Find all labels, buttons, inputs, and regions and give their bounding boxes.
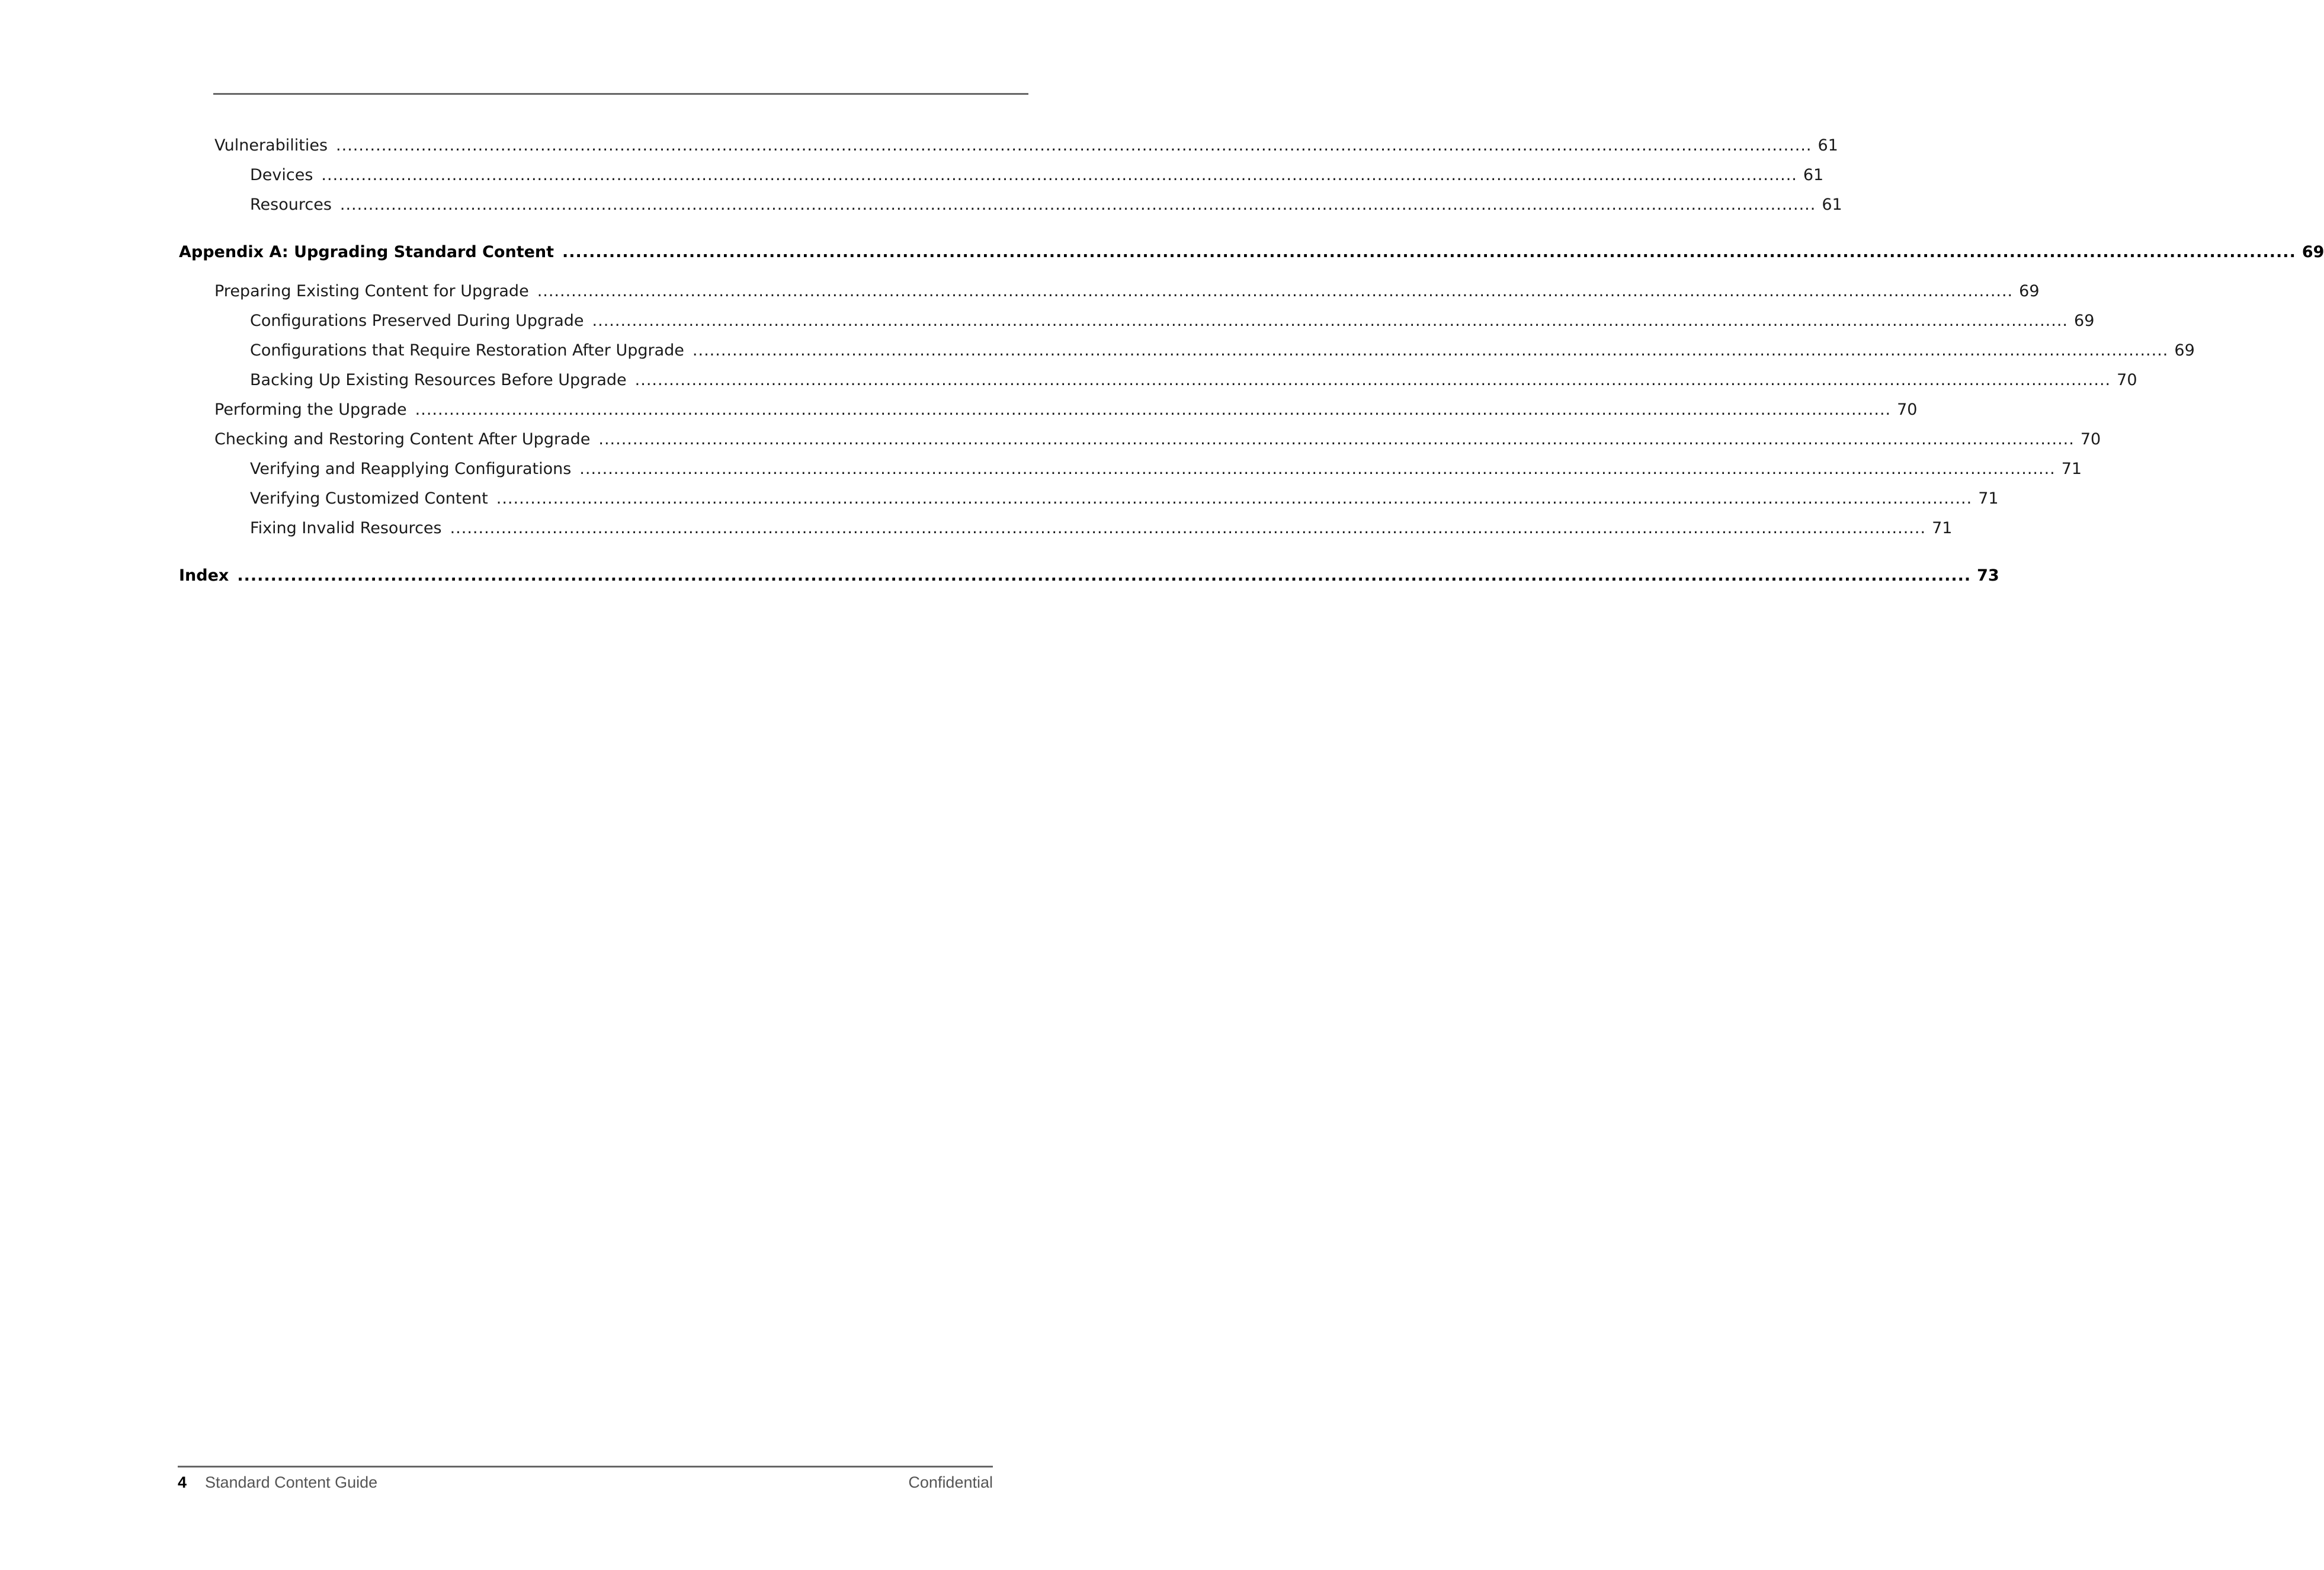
toc-entry-page: 69 [2174, 341, 2195, 360]
toc-entry-title: Vulnerabilities [214, 136, 328, 155]
toc-entry-page: 71 [2061, 460, 2082, 478]
toc-entry-backing-up-resources[interactable] [250, 370, 2137, 391]
toc-entry-page: 61 [1822, 196, 1842, 214]
dot-leader: .................................................................................................................................................................................................................................................................... [450, 519, 1926, 537]
toc-entry-performing-upgrade[interactable] [214, 399, 1918, 421]
toc-entry-page: 69 [2074, 312, 2095, 330]
dot-leader: .................................................................................................................................................................................................................................................................... [537, 282, 2014, 300]
toc-entry-page: 70 [1897, 400, 1918, 419]
toc-entry-checking-restoring-content[interactable] [214, 429, 2101, 450]
toc-entry-fixing-invalid-resources[interactable] [250, 518, 1953, 539]
toc-entry-verifying-customized-content[interactable] [250, 488, 1999, 510]
toc-entry-page: 61 [1803, 166, 1824, 184]
table-of-contents [0, 0, 2324, 652]
toc-entry-configurations-require-restoration[interactable] [250, 340, 2195, 361]
toc-entry-title: Configurations that Require Restoration After Upgrade [250, 341, 684, 360]
toc-entry-page: 71 [1978, 489, 1999, 508]
dot-leader: .................................................................................................................................................................................................................................................................... [598, 430, 2075, 448]
dot-leader: .................................................................................................................................................................................................................................................................... [336, 136, 1812, 155]
toc-entry-title: Index [179, 566, 229, 585]
dot-leader: .................................................................................................................................................................................................................................................................... [592, 312, 2069, 330]
dot-leader: .................................................................................................................................................................................................................................................................... [496, 489, 1973, 508]
toc-entry-title: Configurations Preserved During Upgrade [250, 312, 584, 330]
footer-rule [178, 1466, 993, 1468]
toc-entry-title: Backing Up Existing Resources Before Upgrade [250, 371, 627, 389]
toc-entry-preparing-existing-content[interactable] [214, 281, 2040, 302]
toc-entry-page: 69 [2019, 282, 2040, 300]
toc-entry-vulnerabilities[interactable] [214, 135, 1838, 156]
toc-entry-title: Resources [250, 196, 332, 214]
classification-label: Confidential [908, 1473, 993, 1491]
toc-entry-page: 70 [2117, 371, 2137, 389]
toc-entry-title: Performing the Upgrade [214, 400, 407, 419]
page-number: 4 [178, 1473, 187, 1491]
toc-entry-verifying-reapplying-configurations[interactable] [250, 459, 2082, 480]
toc-entry-title: Verifying Customized Content [250, 489, 488, 508]
toc-entry-page: 70 [2080, 430, 2101, 448]
toc-entry-page: 73 [1977, 566, 1999, 585]
toc-entry-configurations-preserved[interactable] [250, 310, 2095, 332]
toc-entry-appendix-a[interactable] [179, 242, 2324, 263]
toc-entry-devices[interactable] [250, 165, 1824, 186]
dot-leader: .................................................................................................................................................................................................................................................................... [562, 243, 2296, 261]
toc-entry-resources[interactable] [250, 194, 1842, 216]
dot-leader: .................................................................................................................................................................................................................................................................... [415, 400, 1892, 419]
toc-entry-index[interactable] [179, 565, 1999, 587]
toc-entry-title: Preparing Existing Content for Upgrade [214, 282, 529, 300]
dot-leader: .................................................................................................................................................................................................................................................................... [237, 566, 1972, 585]
toc-entry-page: 71 [1932, 519, 1953, 537]
dot-leader: .................................................................................................................................................................................................................................................................... [339, 196, 1816, 214]
toc-entry-title: Appendix A: Upgrading Standard Content [179, 243, 554, 261]
toc-entry-title: Verifying and Reapplying Configurations [250, 460, 572, 478]
page-footer [178, 1472, 993, 1495]
dot-leader: .................................................................................................................................................................................................................................................................... [634, 371, 2111, 389]
dot-leader: .................................................................................................................................................................................................................................................................... [692, 341, 2169, 360]
dot-leader: .................................................................................................................................................................................................................................................................... [579, 460, 2056, 478]
dot-leader: .................................................................................................................................................................................................................................................................... [321, 166, 1797, 184]
toc-entry-title: Fixing Invalid Resources [250, 519, 442, 537]
toc-entry-page: 69 [2301, 243, 2324, 261]
toc-entry-page: 61 [1817, 136, 1838, 155]
toc-entry-title: Devices [250, 166, 313, 184]
toc-entry-title: Checking and Restoring Content After Upgrade [214, 430, 591, 448]
document-title: Standard Content Guide [205, 1473, 378, 1491]
